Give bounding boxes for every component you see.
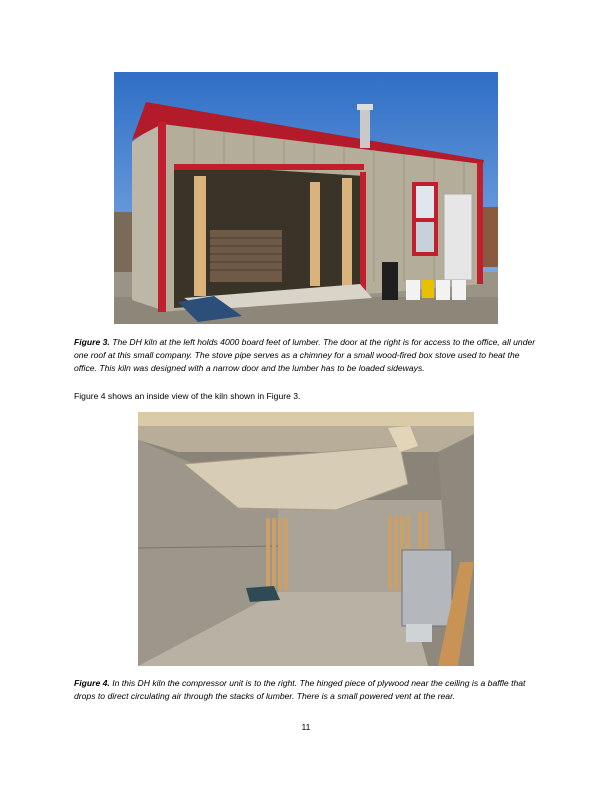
figure-4-label: Figure 4. [74, 678, 110, 688]
figure-4-caption-text: In this DH kiln the compressor unit is to the right. The hinged piece of plywood near the ceiling is a baffle that drops to direct circulating air through the stacks of lumber. There is a small powered vent at the rear. [74, 678, 526, 701]
figure-3-photo [114, 72, 498, 324]
figure-3-caption [74, 336, 544, 375]
figure-3-label: Figure 3. [74, 337, 110, 347]
figure-4-photo [138, 412, 474, 666]
page-number: 11 [301, 722, 311, 732]
figure-4-caption [74, 677, 544, 703]
body-paragraph: Figure 4 shows an inside view of the kiln shown in Figure 3. [74, 391, 301, 401]
figure-3-caption-text: The DH kiln at the left holds 4000 board feet of lumber. The door at the right is for access to the office, all under one roof at this small company. The stove pipe serves as a chimney for a small wood-fired box stove used to heat the office. This kiln was designed with a narrow door and the lumber has to be loaded sideways. [74, 337, 536, 373]
